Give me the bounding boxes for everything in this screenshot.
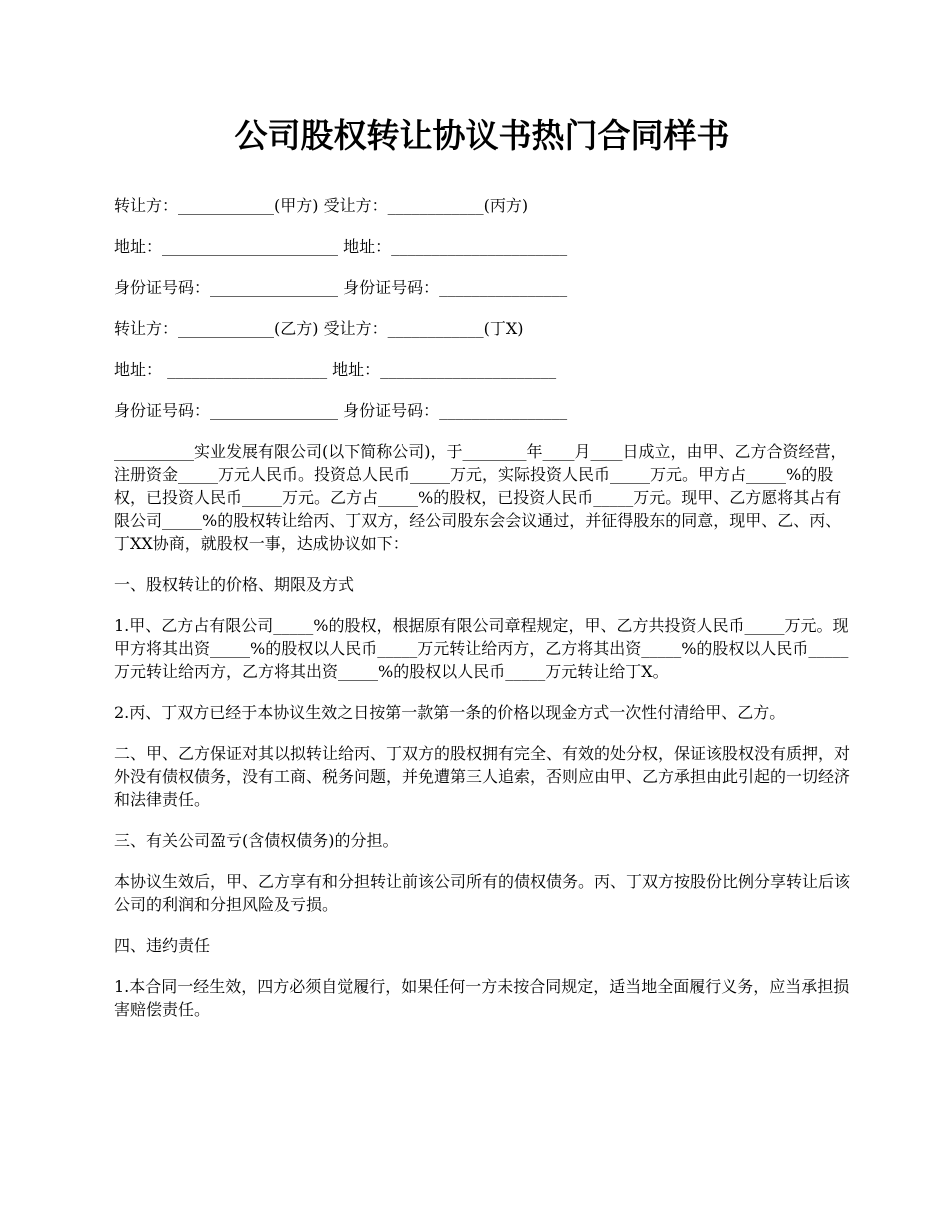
party-line-transferor-b: 转让方：____________(乙方) 受让方：____________(丁X) <box>114 319 524 338</box>
section-warranty: 二、甲、乙方保证对其以拟转让给丙、丁双方的股权拥有完全、有效的处分权，保证该股权没有质押，对外没有债权债务，没有工商、税务问题，并免遭第三人追索，否则应由甲、乙方承担由此引起的一切经济和法律责任。 <box>114 744 851 809</box>
party-line-id-a: 身份证号码：________________ 身份证号码：________________ <box>114 278 568 297</box>
document-body <box>114 112 850 1039</box>
clause-price-2: 2.丙、丁双方已经于本协议生效之日按第一款第一条的价格以现金方式一次性付清给甲、乙方。 <box>114 703 786 722</box>
document-title: 公司股权转让协议书热门合同样书 <box>234 116 730 155</box>
party-line-id-b: 身份证号码：________________ 身份证号码：________________ <box>114 401 568 420</box>
section-heading-profit-loss: 三、有关公司盈亏(含债权债务)的分担。 <box>114 831 399 850</box>
party-line-address-b: 地址： ____________________ 地址：______________________ <box>114 360 557 379</box>
section-heading-liability: 四、违约责任 <box>114 936 211 955</box>
clause-profit-loss: 本协议生效后，甲、乙方享有和分担转让前该公司所有的债权债务。丙、丁双方按股份比例分享转让后该公司的利润和分担风险及亏损。 <box>114 872 851 914</box>
party-line-address-a: 地址：______________________ 地址：______________________ <box>114 237 568 256</box>
party-line-transferor-a: 转让方：____________(甲方) 受让方：____________(丙方) <box>114 196 529 215</box>
intro-paragraph: __________实业发展有限公司(以下简称公司)，于________年____月____日成立，由甲、乙方合资经营，注册资金_____万元人民币。投资总人民币_____万元，实际投资人民币_____万元。甲方占_____%的股权，已投资人民币_____万元。乙方占_____%的股权，已投资人民币_____万元。现甲、乙方愿将其占有限公司_____%的股权转让给丙、丁双方，经公司股东会会议通过，并征得股东的同意，现甲、乙、丙、丁XX协商，就股权一事，达成协议如下： <box>114 442 847 553</box>
clause-liability-1: 1.本合同一经生效，四方必须自觉履行，如果任何一方未按合同规定，适当地全面履行义务，应当承担损害赔偿责任。 <box>114 977 850 1019</box>
clause-price-1: 1.甲、乙方占有限公司_____%的股权，根据原有限公司章程规定，甲、乙方共投资人民币_____万元。现甲方将其出资_____%的股权以人民币_____万元转让给丙方，乙方将其出资_____%的股权以人民币_____万元转让给丙方，乙方将其出资_____%的股权以人民币_____万元转让给丁X。 <box>114 616 849 681</box>
section-heading-price: 一、股权转让的价格、期限及方式 <box>114 575 355 594</box>
